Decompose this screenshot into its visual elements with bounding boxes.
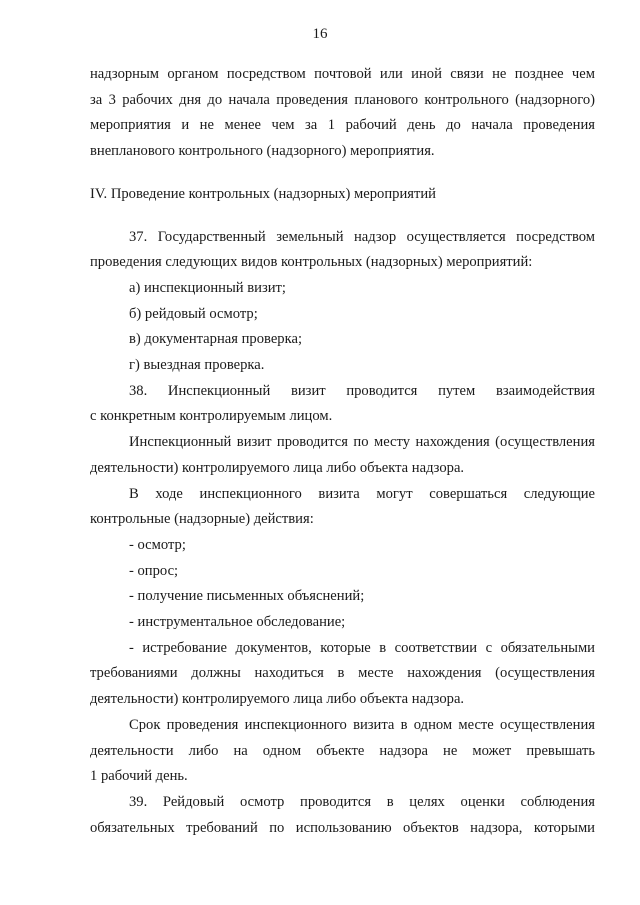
text-line: 37. Государственный земельный надзор осуществляется посредством [129,228,595,245]
list-item: - инструментальное обследование; [129,614,346,631]
page-content [90,62,595,841]
list-item: а) инспекционный визит; [129,279,286,296]
text-line: деятельности либо на одном объекте надзора не может превышать [90,742,595,759]
text-line: деятельности) контролируемого лица либо объекта надзора. [90,691,465,708]
list-item: в) документарная проверка; [129,331,302,348]
text-line: с конкретным контролируемым лицом. [90,408,333,425]
list-item: - опрос; [129,562,179,579]
text-line: проведения следующих видов контрольных (надзорных) мероприятий: [90,254,533,271]
actions-list-last-item [90,636,595,713]
paragraph-38-location [90,430,595,481]
list-item: б) рейдовый осмотр; [129,305,258,322]
text-line: надзорным органом посредством почтовой или иной связи не позднее чем [90,66,595,82]
paragraph-38 [90,379,595,430]
text-line: Срок проведения инспекционного визита в одном месте осуществления [129,716,595,733]
list-37 [90,276,595,379]
text-line: обязательных требований по использованию объектов надзора, которыми [90,819,595,836]
text-line: за 3 рабочих дня до начала проведения планового контрольного (надзорного) [90,91,595,108]
intro-paragraph [90,62,595,165]
text-line: требованиями должны находиться в месте нахождения (осуществления [90,665,595,682]
text-line: - истребование документов, которые в соответствии с обязательными [129,639,595,656]
list-item: г) выездная проверка. [129,357,265,374]
text-line: внепланового контрольного (надзорного) мероприятия. [90,143,435,160]
page-number: 16 [312,26,328,42]
list-item: - получение письменных объяснений; [129,588,365,605]
text-line: мероприятия и не менее чем за 1 рабочий день до начала проведения [90,117,595,134]
actions-list [90,533,595,636]
section-heading: IV. Проведение контрольных (надзорных) мероприятий [90,185,436,202]
text-line: Инспекционный визит проводится по месту нахождения (осуществления [129,434,595,451]
paragraph-38-duration [90,713,595,790]
paragraph-37 [51,225,595,276]
text-line: 1 рабочий день. [90,768,188,785]
list-item: - осмотр; [129,536,186,553]
text-line: В ходе инспекционного визита могут совершаться следующие [129,485,595,502]
text-line: контрольные (надзорные) действия: [90,511,314,528]
text-line: деятельности) контролируемого лица либо объекта надзора. [90,459,465,476]
paragraph-38-actions-intro [90,482,595,533]
text-line: 38. Инспекционный визит проводится путем взаимодействия [129,382,595,399]
paragraph-39 [90,790,595,841]
text-line: 39. Рейдовый осмотр проводится в целях оценки соблюдения [129,793,595,810]
